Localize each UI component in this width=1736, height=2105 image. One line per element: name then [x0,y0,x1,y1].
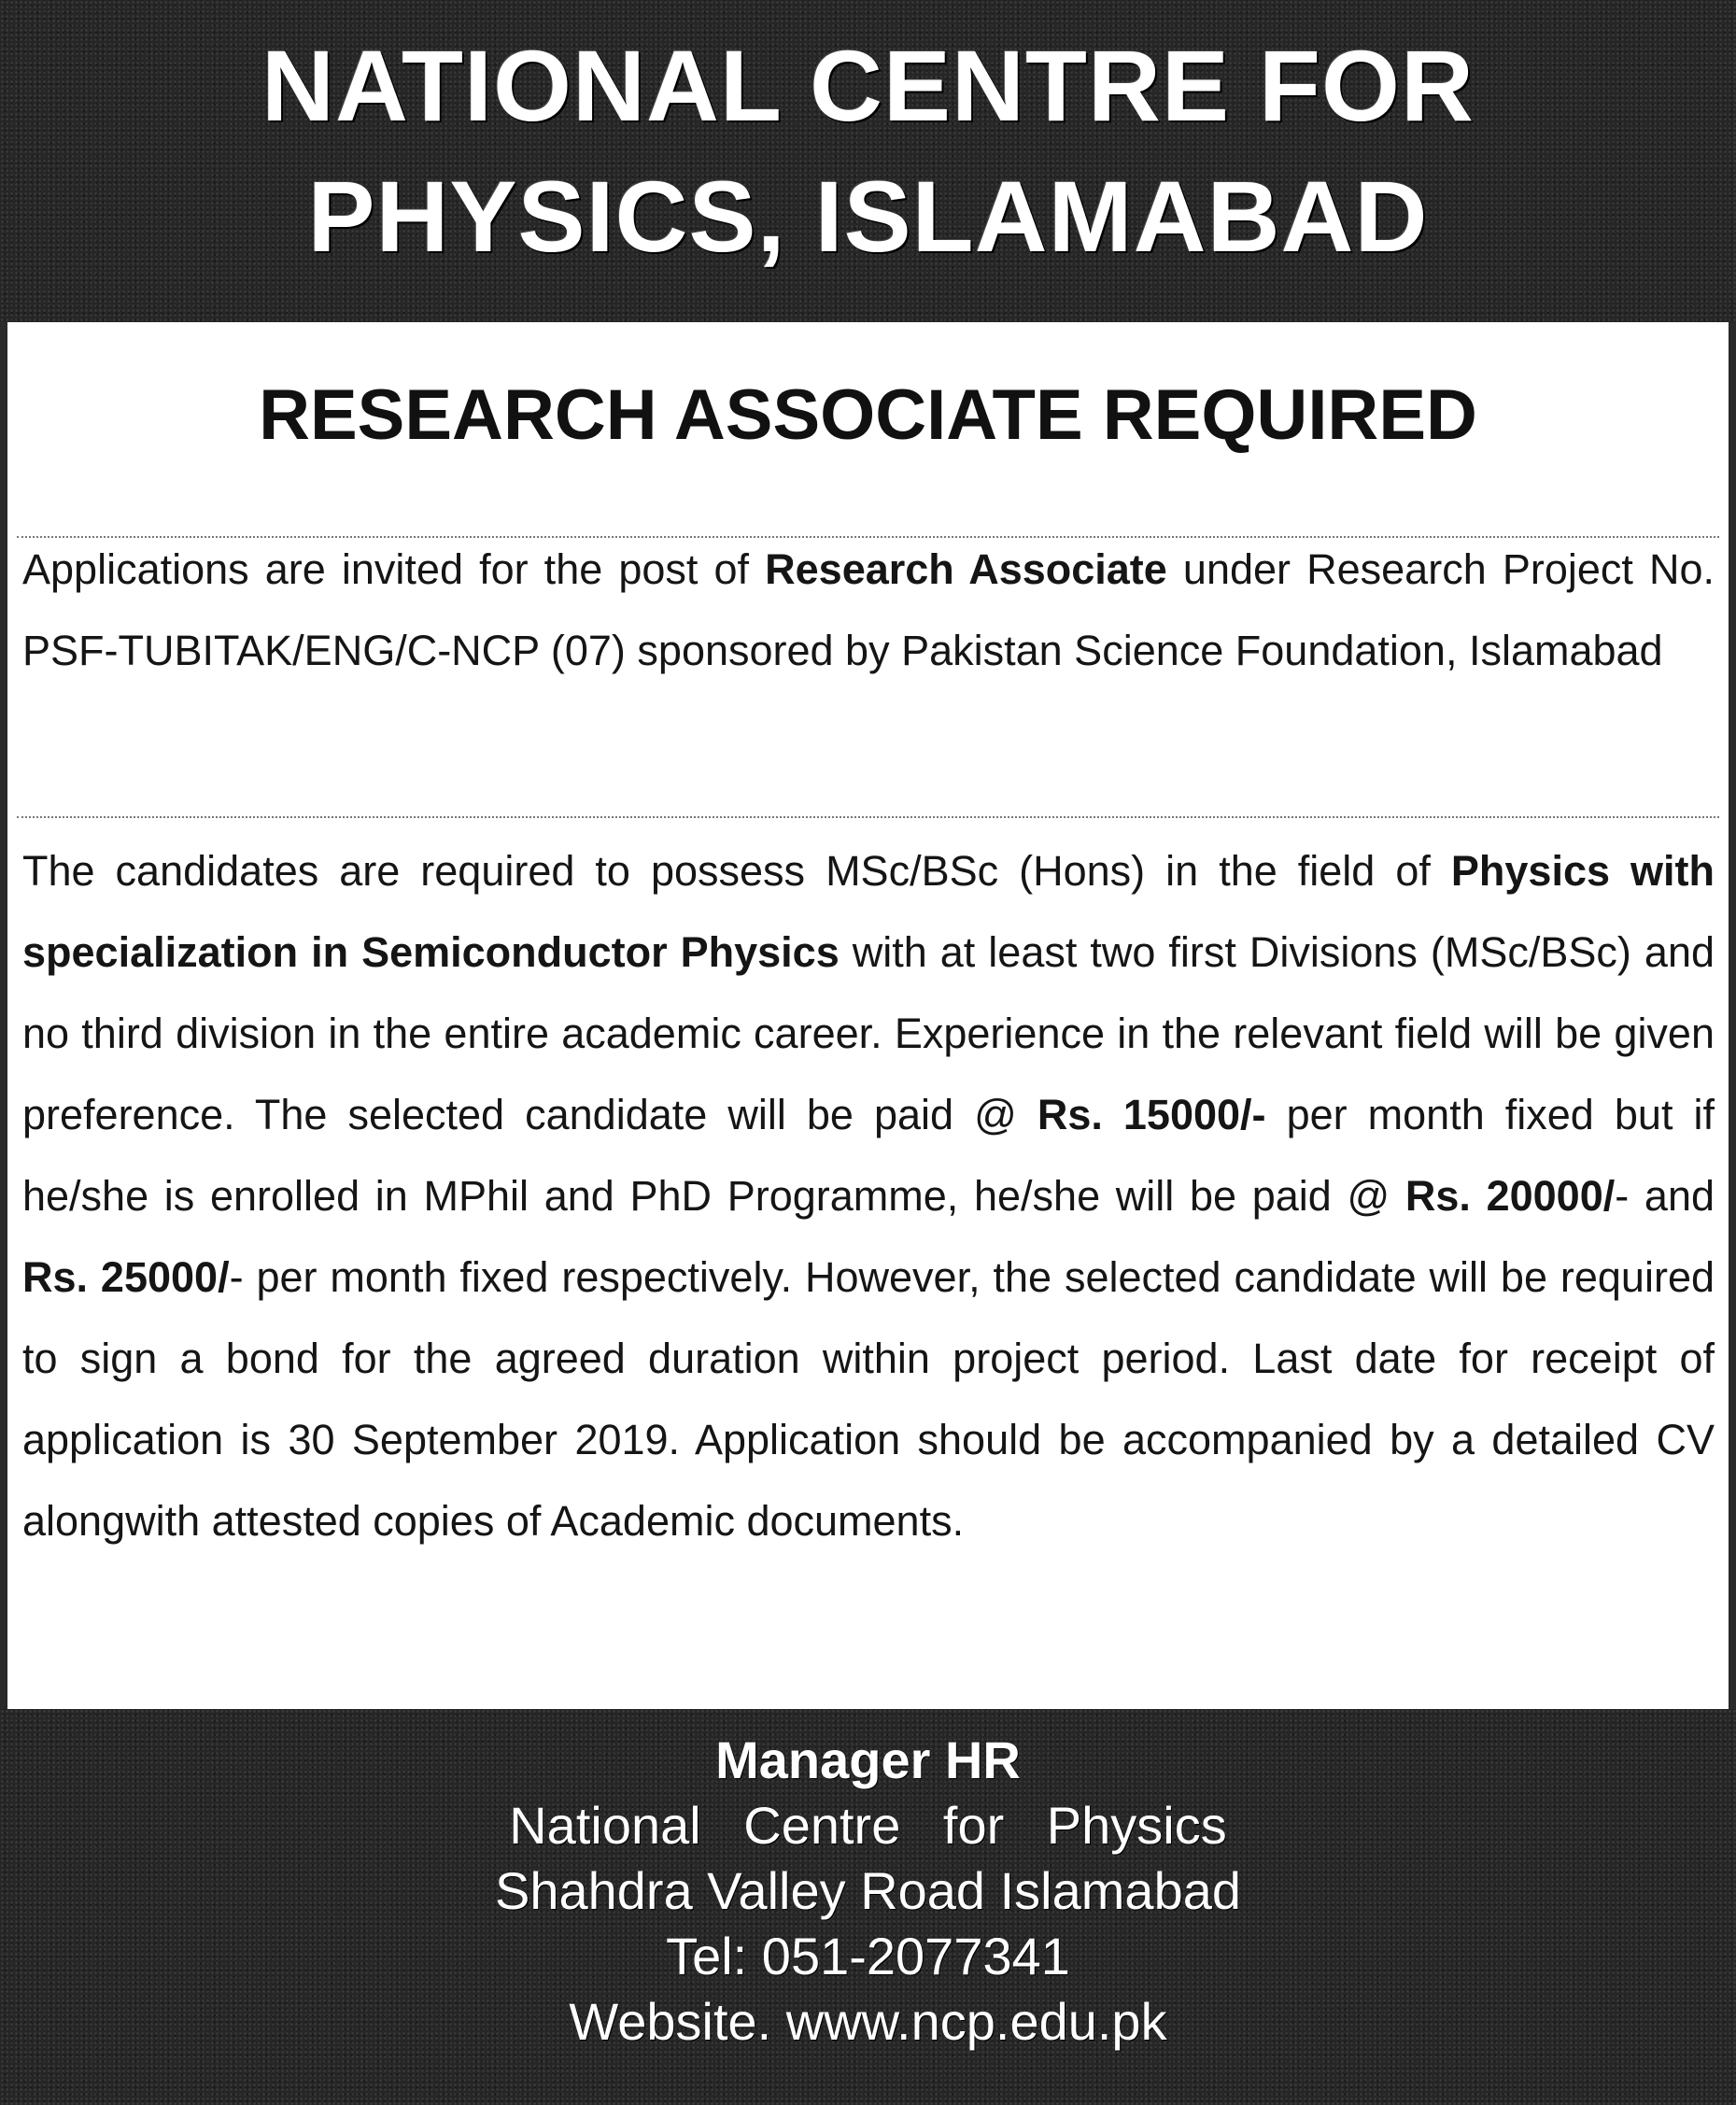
salary-phd: Rs. 25000/ [22,1253,230,1301]
paragraph-text: - per month fixed respectively. However, the selected candidate will be required to sign a bond for the agreed duration within project period. Last date for receipt of application is 30 September 2019. Application should be accompanied by a detailed CV alongwith attested copies of Academic documents. [22,1253,1715,1545]
header-banner [0,0,1736,322]
salary-mphil: Rs. 20000/ [1404,1172,1616,1220]
right-border [1729,322,1736,1709]
contact-organization: National Centre for Physics [509,1796,1227,1855]
left-border [0,322,7,1709]
header-title-line-2: PHYSICS, ISLAMABAD [307,160,1429,273]
paragraph-requirements [22,830,1715,1561]
page-subtitle: RESEARCH ASSOCIATE REQUIRED [259,375,1477,455]
contact-website: Website. www.ncp.edu.pk [569,1992,1167,2051]
divider [17,816,1719,818]
field-requirement: Physics with specialization in Semiconductor Physics [22,847,1715,976]
paragraph-text: - and [1615,1172,1715,1220]
salary-base: Rs. 15000/- [1037,1091,1266,1138]
paragraph-application [22,529,1715,691]
contact-phone: Tel: 051-2077341 [666,1927,1070,1985]
paragraph-text: per month fixed but if he/she is enrolled in MPhil and PhD Programme, he/she will be paid @ [22,1091,1715,1220]
contact-address: Shahdra Valley Road Islamabad [494,1861,1241,1920]
contact-title: Manager HR [715,1731,1021,1789]
footer-contact [0,1709,1736,2105]
post-title: Research Associate [765,545,1167,593]
header-title-line-1: NATIONAL CENTRE FOR [261,29,1475,142]
paragraph-text: with at least two first Divisions (MSc/BSc) and no third division in the entire academic career. Experience in the relevant field will be given preference. The selected candidate will be paid @ [22,928,1715,1138]
paragraph-text: under Research Project No. PSF-TUBITAK/ENG/C-NCP (07) sponsored by Pakistan Science Foundation, Islamabad [22,545,1715,674]
paragraph-text: The candidates are required to possess MSc/BSc (Hons) in the field of [22,847,1451,895]
paragraph-text: Applications are invited for the post of [22,545,766,593]
